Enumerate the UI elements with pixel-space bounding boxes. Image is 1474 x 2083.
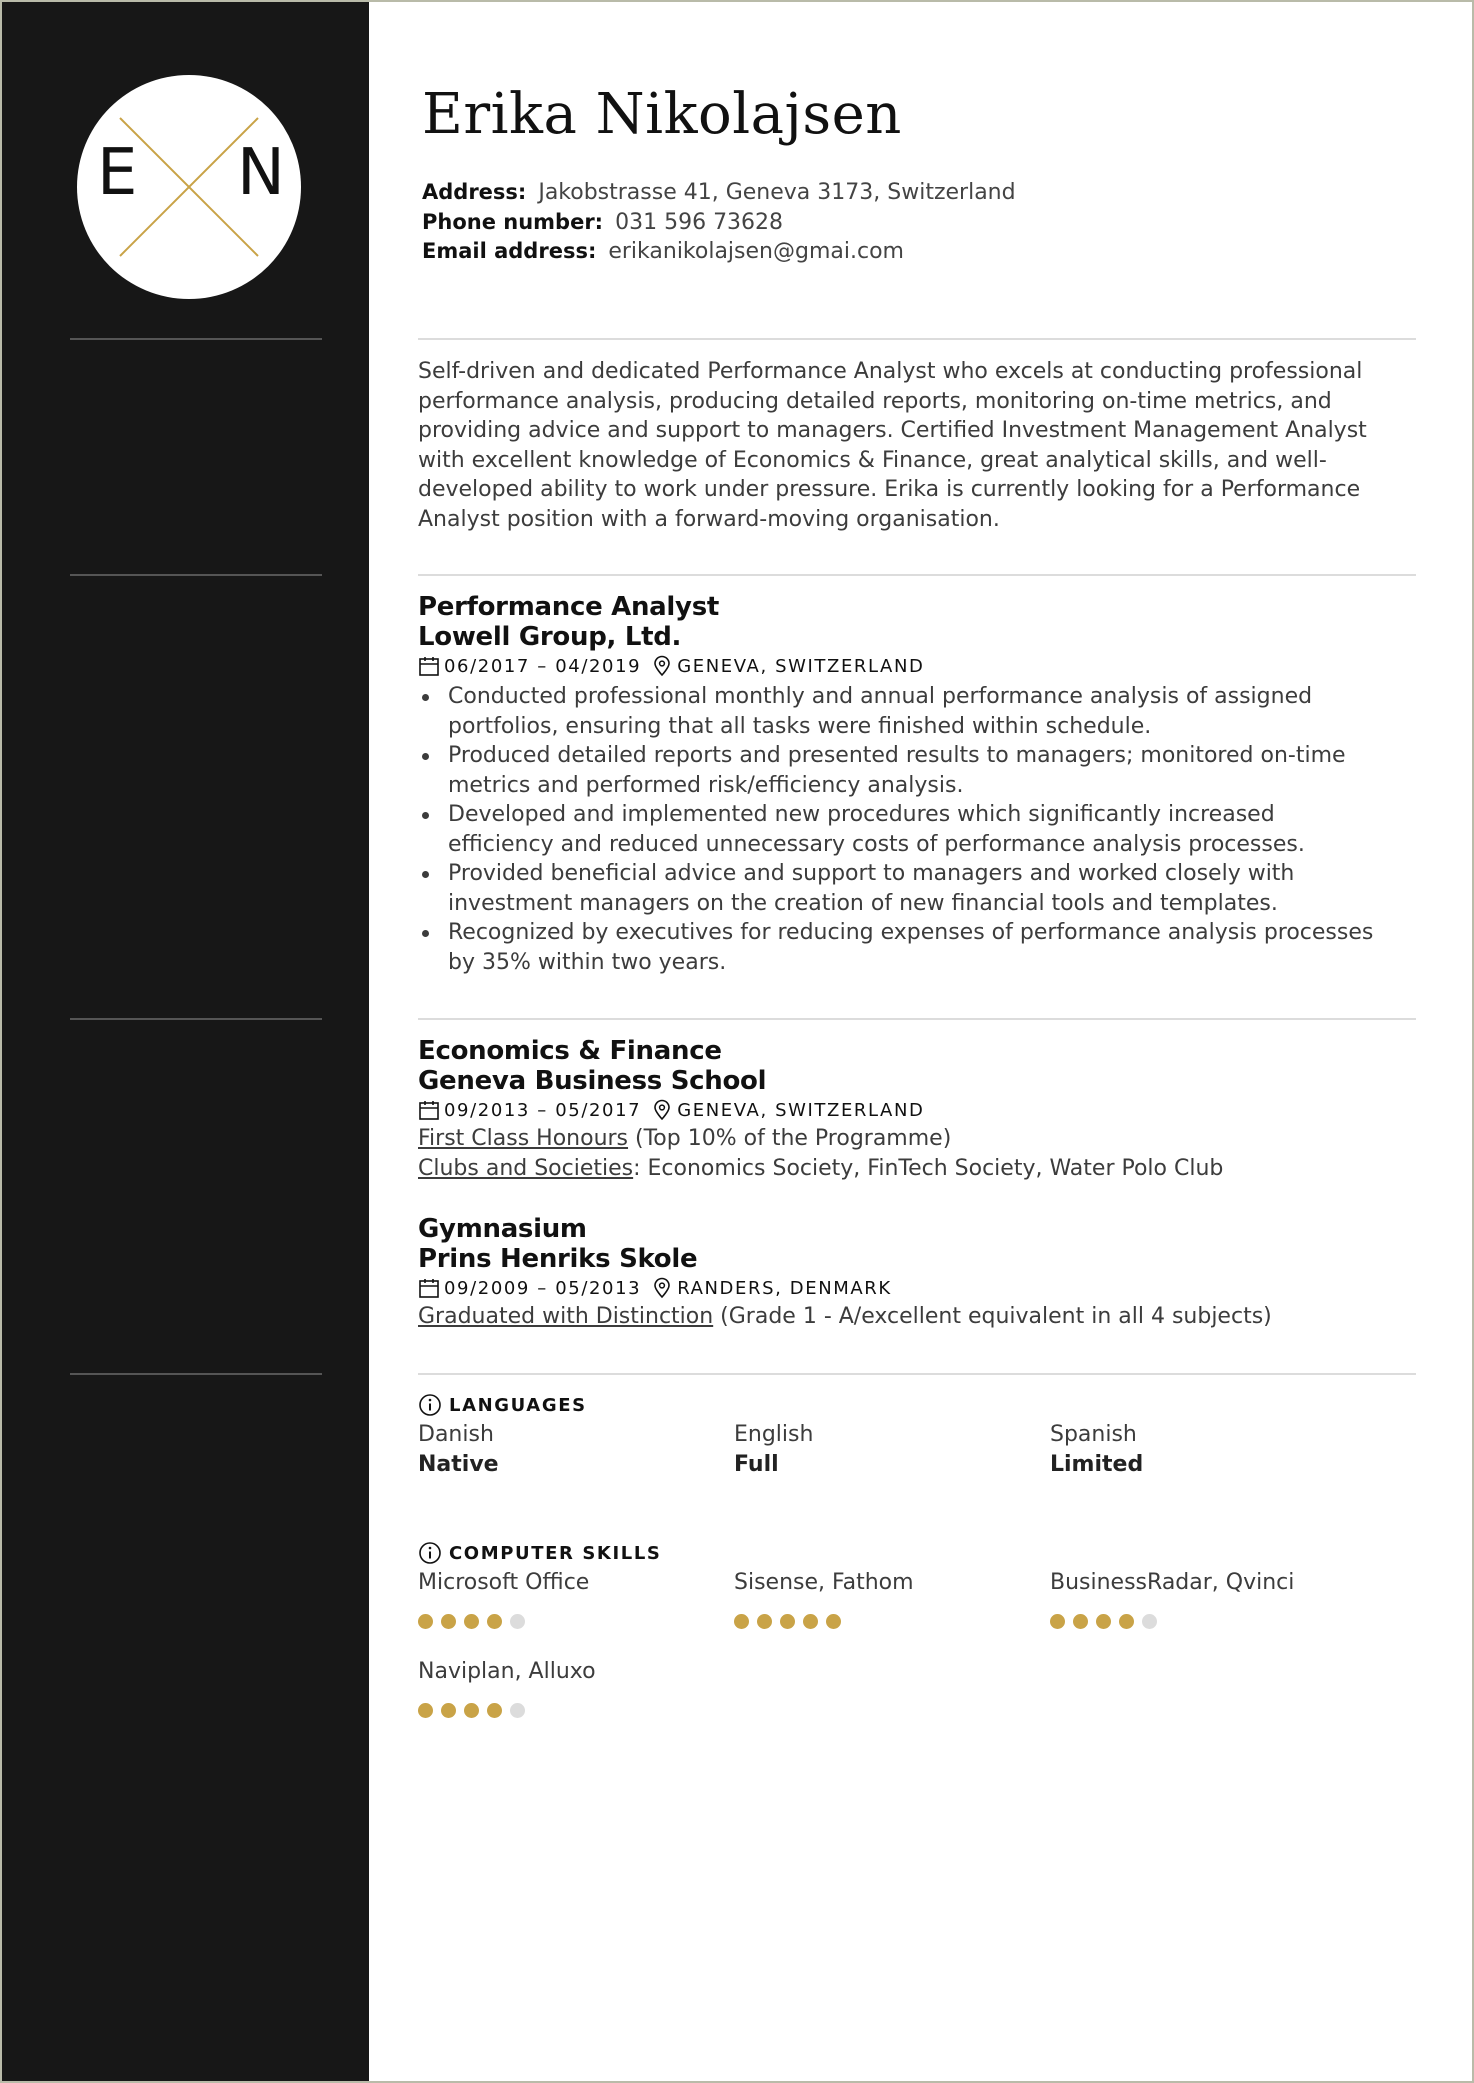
list-item: Conducted professional monthly and annual performance analysis of assigned portfolios, ensuring that all tasks were finished within schedule. — [418, 682, 1418, 741]
language-level: Full — [734, 1452, 779, 1477]
language-name: Spanish — [1050, 1422, 1137, 1447]
rating-dot-filled — [1050, 1614, 1065, 1629]
rating-dot-empty — [510, 1614, 525, 1629]
sidebar-divider — [70, 574, 322, 576]
rating-dot-filled — [1096, 1614, 1111, 1629]
list-item: Recognized by executives for reducing expenses of performance analysis processes by 35% within two years. — [418, 918, 1418, 977]
job-dates: 06/2017 – 04/2019 — [444, 655, 642, 677]
rating-dot-empty — [510, 1703, 525, 1718]
rating-dot-filled — [734, 1614, 749, 1629]
monogram-letter-right: N — [237, 136, 285, 210]
list-item: Provided beneficial advice and support to managers and worked closely with investment managers on the creation of new financial tools and templates. — [418, 859, 1418, 918]
rating-dot-filled — [757, 1614, 772, 1629]
education-location: GENEVA, SWITZERLAND — [677, 1099, 925, 1121]
location-pin-icon — [651, 1099, 673, 1121]
phone-label: Phone number: — [422, 210, 604, 234]
job-company: Lowell Group, Ltd. — [418, 622, 682, 652]
job-meta — [418, 655, 925, 677]
computer-skill-name: Microsoft Office — [418, 1570, 590, 1595]
languages-heading — [418, 1393, 587, 1417]
rating-dot-filled — [418, 1703, 433, 1718]
sidebar — [2, 2, 369, 2081]
list-item: Developed and implemented new procedures which significantly increased efficiency and reduced unnecessary costs of performance analysis processes. — [418, 800, 1418, 859]
language-name: English — [734, 1422, 814, 1447]
rating-dot-filled — [441, 1703, 456, 1718]
profile-line: providing advice and support to managers. Certified Investment Management Analyst — [418, 418, 1367, 443]
education-school: Prins Henriks Skole — [418, 1244, 698, 1274]
rating-dot-filled — [1073, 1614, 1088, 1629]
profile-line: performance analysis, producing detailed reports, monitoring on-time metrics, and — [418, 388, 1332, 414]
calendar-icon — [418, 1099, 440, 1121]
rating-dot-filled — [803, 1614, 818, 1629]
sidebar-divider — [70, 1018, 322, 1020]
rating-dot-filled — [487, 1703, 502, 1718]
computer-skill-name: Sisense, Fathom — [734, 1570, 914, 1595]
rating-dot-filled — [464, 1614, 479, 1629]
education-detail: Clubs and Societies: Economics Society, FinTech Society, Water Polo Club — [418, 1156, 1224, 1181]
education-dates: 09/2013 – 05/2017 — [444, 1099, 642, 1121]
calendar-icon — [418, 655, 440, 677]
section-divider — [418, 574, 1416, 576]
candidate-name: Erika Nikolajsen — [422, 82, 902, 147]
contact-email — [422, 239, 904, 264]
sidebar-divider — [70, 338, 322, 340]
contact-address — [422, 180, 1016, 205]
section-divider — [418, 1018, 1416, 1020]
job-bullets — [418, 682, 1418, 977]
rating-dot-filled — [826, 1614, 841, 1629]
education-location: RANDERS, DENMARK — [677, 1277, 892, 1299]
info-icon — [418, 1393, 442, 1417]
education-detail: Graduated with Distinction (Grade 1 - A/excellent equivalent in all 4 subjects) — [418, 1304, 1272, 1329]
profile-line: Analyst position with a forward-moving organisation. — [418, 506, 1000, 532]
contact-phone — [422, 210, 783, 235]
address-label: Address: — [422, 180, 527, 204]
rating-dot-empty — [1142, 1614, 1157, 1629]
education-meta — [418, 1277, 892, 1299]
rating-dot-filled — [441, 1614, 456, 1629]
email-label: Email address: — [422, 239, 597, 263]
phone-value: 031 596 73628 — [615, 210, 784, 235]
computer-skill-name: Naviplan, Alluxo — [418, 1659, 596, 1684]
distinction-link[interactable]: Graduated with Distinction — [418, 1304, 714, 1329]
computer-skills-title: COMPUTER SKILLS — [449, 1542, 662, 1564]
education-degree: Gymnasium — [418, 1214, 587, 1244]
skill-rating — [418, 1703, 525, 1718]
honours-link[interactable]: First Class Honours — [418, 1126, 629, 1151]
sidebar-divider — [70, 1373, 322, 1375]
language-level: Limited — [1050, 1452, 1144, 1477]
location-pin-icon — [651, 655, 673, 677]
address-value: Jakobstrasse 41, Geneva 3173, Switzerland — [538, 180, 1016, 205]
list-item: Produced detailed reports and presented results to managers; monitored on-time metrics and performed risk/efficiency analysis. — [418, 741, 1418, 800]
section-divider — [418, 1373, 1416, 1375]
language-name: Danish — [418, 1422, 494, 1447]
monogram-letter-left: E — [97, 136, 138, 210]
monogram-logo — [77, 75, 301, 299]
rating-dot-filled — [487, 1614, 502, 1629]
education-meta — [418, 1099, 925, 1121]
job-location: GENEVA, SWITZERLAND — [677, 655, 925, 677]
education-school: Geneva Business School — [418, 1066, 767, 1096]
computer-skill-name: BusinessRadar, Qvinci — [1050, 1570, 1295, 1595]
info-icon — [418, 1541, 442, 1565]
education-detail: First Class Honours (Top 10% of the Programme) — [418, 1126, 952, 1151]
resume-page — [2, 2, 1472, 2081]
calendar-icon — [418, 1277, 440, 1299]
skill-rating — [1050, 1614, 1157, 1629]
skill-rating — [418, 1614, 525, 1629]
email-value[interactable]: erikanikolajsen@gmai.com — [608, 239, 904, 264]
rating-dot-filled — [464, 1703, 479, 1718]
clubs-link[interactable]: Clubs and Societies — [418, 1156, 634, 1181]
location-pin-icon — [651, 1277, 673, 1299]
job-title: Performance Analyst — [418, 592, 719, 622]
languages-title: LANGUAGES — [449, 1394, 587, 1416]
skill-rating — [734, 1614, 841, 1629]
language-level: Native — [418, 1452, 499, 1477]
rating-dot-filled — [418, 1614, 433, 1629]
profile-line: developed ability to work under pressure. Erika is currently looking for a Performance — [418, 477, 1361, 502]
profile-line: with excellent knowledge of Economics & Finance, great analytical skills, and well- — [418, 447, 1327, 473]
rating-dot-filled — [780, 1614, 795, 1629]
computer-skills-heading — [418, 1541, 661, 1565]
rating-dot-filled — [1119, 1614, 1134, 1629]
profile-line: Self-driven and dedicated Performance Analyst who excels at conducting professional — [418, 359, 1363, 384]
education-degree: Economics & Finance — [418, 1036, 722, 1066]
education-dates: 09/2009 – 05/2013 — [444, 1277, 642, 1299]
section-divider — [418, 338, 1416, 340]
profile-summary — [418, 357, 1418, 534]
